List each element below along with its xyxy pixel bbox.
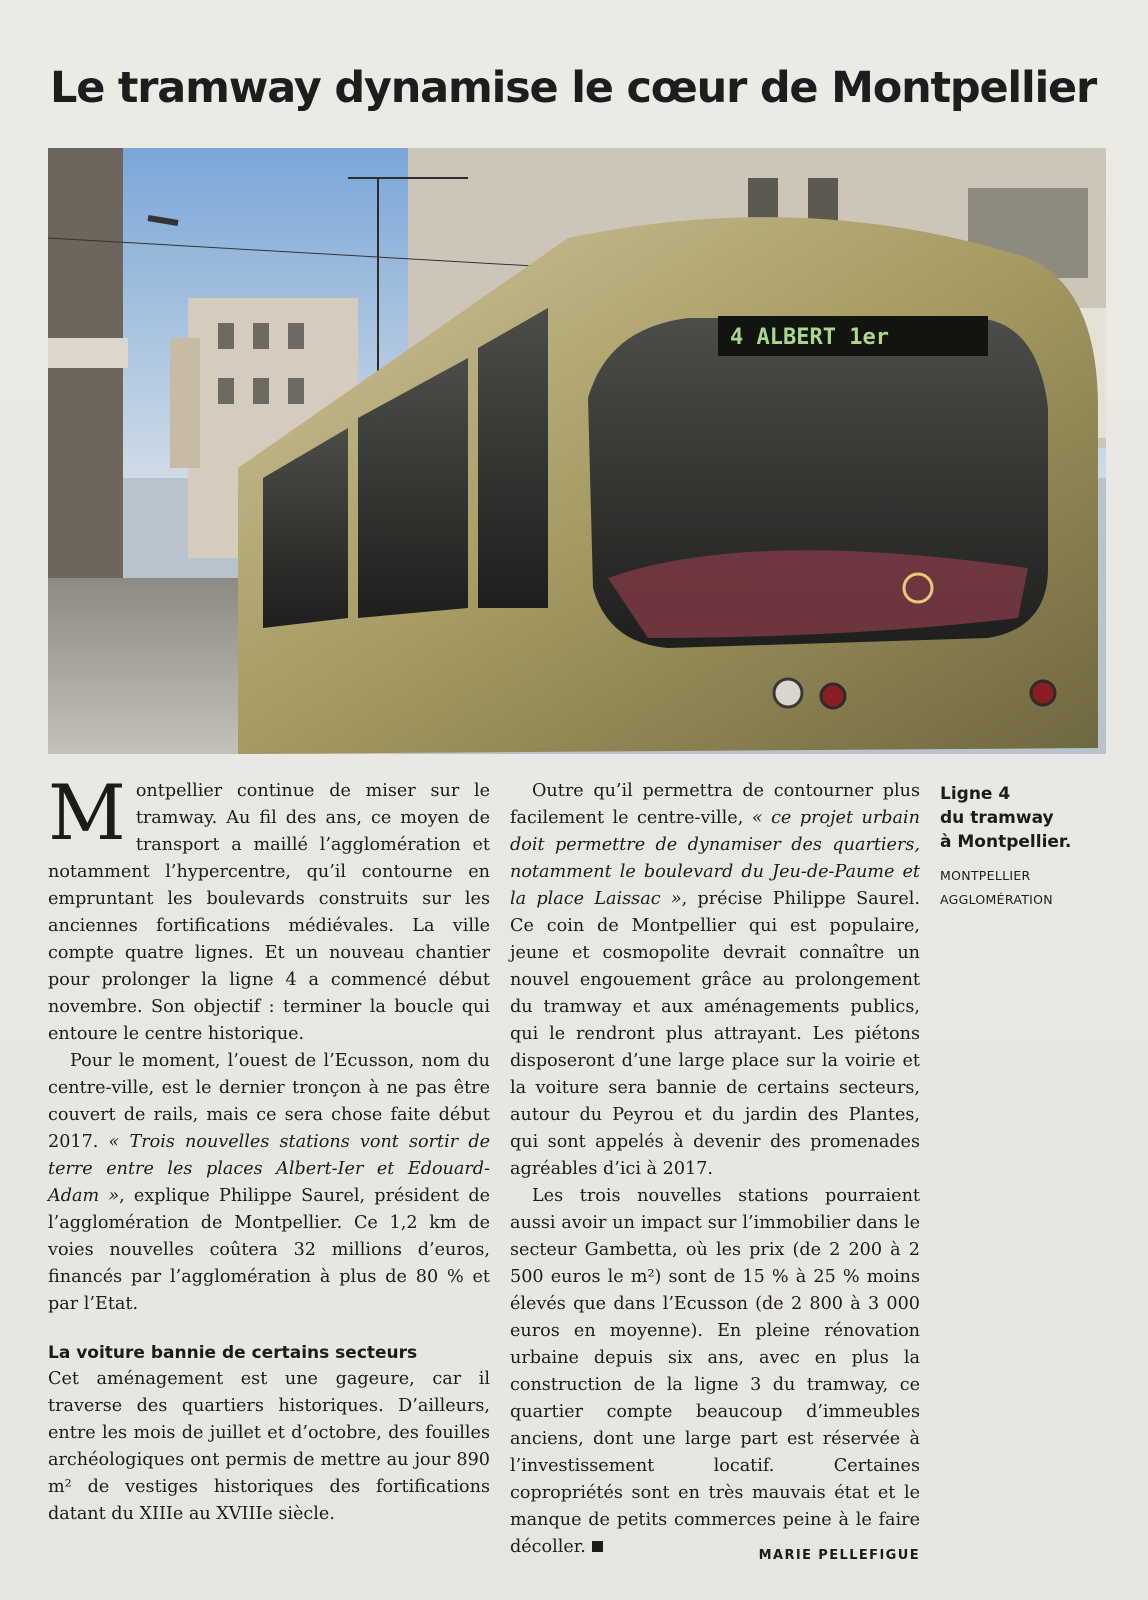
byline: MARIE PELLEFIGUE: [758, 1548, 920, 1563]
tram-illustration: [48, 148, 1106, 754]
article-column-2: [510, 778, 920, 1561]
paragraph-text: Pour le moment, l’ouest de l’Ecusson, nom du centre-ville, est le dernier tronçon à ne pas être couvert de rails, mais ce sera chose faite début 2017.: [48, 1051, 490, 1152]
paragraph-text: , explique Philippe Saurel, président de l’agglomération de Montpellier. Ce 1,2 km de voies nouvelles coûtera 32 millions d’euros, financés par l’agglomération à plus de 80 % et par l’Etat.: [48, 1186, 491, 1314]
headline: Le tramway dynamise le cœur de Montpellier: [50, 62, 1096, 113]
quote: « Trois nouvelles stations vont sortir de terre entre les places Albert-Ier et Edouard-Adam »: [48, 1132, 490, 1206]
caption-title: [940, 782, 1110, 854]
paragraph: Cet aménagement est une gageure, car il traverse des quartiers historiques. D’ailleurs, entre les mois de juillet et d’octobre, des fouilles archéologiques ont permis de mettre au jour 890 m² de vestiges historiques des fortifications datant du XIIIe au XVIIIe siècle.: [48, 1369, 490, 1524]
caption-line: Ligne 4: [940, 784, 1011, 804]
destination-sign: 4 ALBERT 1er: [730, 325, 889, 350]
paragraph: [48, 1048, 490, 1318]
paragraph: [510, 778, 920, 1183]
caption-line: du tramway: [940, 808, 1054, 828]
paragraph-text: Outre qu’il permettra de contourner plus facilement le centre-ville,: [510, 781, 920, 828]
subheading: La voiture bannie de certains secteurs: [48, 1343, 418, 1363]
photo-credit: [940, 864, 1110, 912]
paragraph-text: , précise Philippe Saurel. Ce coin de Montpellier qui est populaire, jeune et cosmopolite devrait connaître un nouvel engouement grâce au prolongement du tramway et aux aménagements publics, qui le rendront plus attrayant. Les piétons disposeront d’une large place sur la voirie et la voiture sera bannie de certains secteurs, autour du Peyrou et du jardin des Plantes, qui sont appelés à devenir des promenades agréables d’ici à 2017.: [510, 889, 920, 1179]
article-column-1: [48, 768, 491, 1528]
caption-line: à Montpellier.: [940, 832, 1072, 852]
dropcap: M: [48, 768, 126, 857]
end-mark-icon: [592, 1541, 603, 1552]
paragraph: [510, 1183, 920, 1561]
paragraph: [48, 768, 490, 1048]
photo-caption: [940, 782, 1110, 912]
tram-photo: [48, 148, 1106, 754]
quote: « ce projet urbain doit permettre de dynamiser des quartiers, notamment le boulevard du Jeu-de-Paume et la place Laissac »: [510, 808, 920, 909]
credit-line: MONTPELLIER: [940, 868, 1031, 883]
credit-line: AGGLOMÉRATION: [940, 892, 1053, 907]
paragraph-text: Les trois nouvelles stations pourraient aussi avoir un impact sur l’immobilier dans le secteur Gambetta, où les prix (de 2 200 à 2 500 euros le m²) sont de 15 % à 25 % moins élevés que dans l’Ecusson (de 2 800 à 3 000 euros en moyenne). En pleine rénovation urbaine depuis six ans, avec en plus la construction de la ligne 3 du tramway, ce quartier compte beaucoup d’immeubles anciens, dont une large part est réservée à l’investissement locatif. Certaines copropriétés sont en très mauvais état et le manque de petits commerces peine à le faire décoller.: [510, 1186, 920, 1557]
paragraph-text: ontpellier continue de miser sur le tramway. Au fil des ans, ce moyen de transport a maillé l’agglomération et notamment l’hypercentre, qu’il contourne en empruntant les boulevards construits sur les anciennes fortifications médiévales. La ville compte quatre lignes. Et un nouveau chantier pour prolonger la ligne 4 a commencé début novembre. Son objectif : terminer la boucle qui entoure le centre historique.: [48, 781, 490, 1044]
